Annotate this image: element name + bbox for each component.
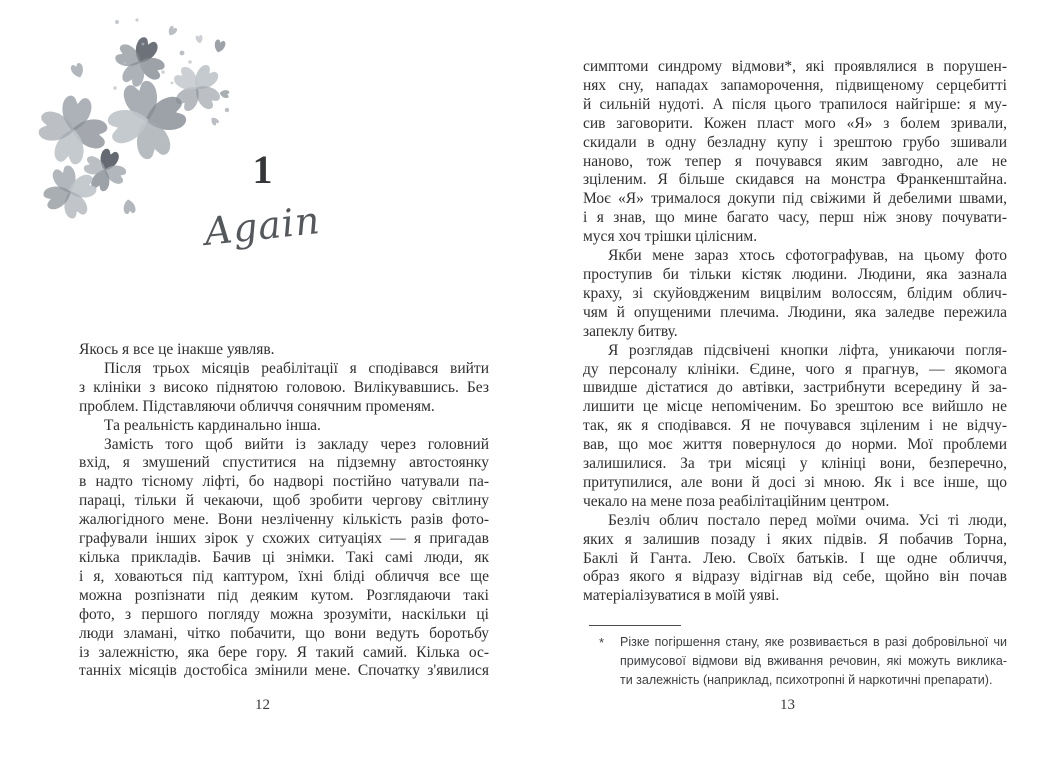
chapter-title: Again xyxy=(202,198,323,254)
page-right xyxy=(525,0,1050,760)
body-line: краху, зі скуйовдженим вицвілим волоссям, блідим облич- xyxy=(583,284,1007,302)
body-line: вхід, я змушений спуститися на підземну автостоянку xyxy=(79,454,489,472)
body-line: люди зламані, чітко побачити, що вони ведуть боротьбу xyxy=(79,624,489,642)
body-line: скидали в одну безладну купу і зрештою грубо зшивали xyxy=(583,133,1007,151)
body-text-right xyxy=(583,58,1007,606)
body-line: муся хоч трішки цілісним. xyxy=(583,228,758,246)
body-line: Після трьох місяців реабілітації я сподівався вийти xyxy=(104,359,489,377)
body-line: чекало на мене поза реабілітаційним центром. xyxy=(583,492,890,510)
body-line: із залежністю, яка бере гору. Я такий самий. Кілька ос- xyxy=(79,643,489,661)
body-line: Замість того щоб вийти із закладу через головний xyxy=(104,435,489,453)
body-line: наново, тож тепер я почувався яким завгодно, але не xyxy=(583,152,1007,170)
body-line: вав, що моє життя повернулося до норми. Мої проблеми xyxy=(583,436,1007,454)
body-line: Моє «Я» трималося докупи під свіжими й дебелими швами, xyxy=(583,190,1007,208)
body-line: Безліч облич постало перед моїми очима. Усі ті люди, xyxy=(608,511,1007,529)
footnote-line: примусової відмови від вживання речовин, які можуть виклика- xyxy=(620,654,1007,668)
body-line: Якби мене зараз хтось сфотографував, на цьому фото xyxy=(608,247,1007,265)
body-line: танніх місяців достобіса змінили мене. Спочатку з'явилися xyxy=(79,662,489,680)
body-line: графували інших зірок у схожих ситуаціях — я пригадав xyxy=(79,530,489,548)
body-line: запеклу битву. xyxy=(583,322,678,340)
body-line: жалюгідного мене. Вони незліченну кількість разів фото- xyxy=(79,511,489,529)
body-line: фото, з першого погляду можна зрозуміти, наскільки ці xyxy=(79,605,489,623)
body-line: яких я залишив позаду і яких підвів. Я побачив Торна, xyxy=(583,530,1007,548)
body-line: лишити це місце непоміченим. Бо зрештою все вийшло не xyxy=(583,398,1007,416)
body-line: Якось я все це інакше уявляв. xyxy=(79,341,275,358)
chapter-number: 1 xyxy=(252,147,273,192)
body-line: проблем. Підставляючи обличчя сонячним променям. xyxy=(79,397,435,415)
body-line: Та реальність кардинально інша. xyxy=(104,416,321,434)
body-line: можна розпізнати під деяким кутом. Розглядаючи такі xyxy=(79,586,489,604)
body-line: Я розглядав підсвічені кнопки ліфта, уникаючи погля- xyxy=(608,341,1007,359)
footnote xyxy=(583,625,1007,690)
body-text-left xyxy=(79,341,489,681)
body-line: залишилися. За три місяці у клініці вони, безперечно, xyxy=(583,455,1007,473)
body-line: і я, ховаються під каптуром, їхні бліді обличчя все ще xyxy=(79,567,489,585)
body-line: і я знав, що мине багато часу, перш ніж знову почувати- xyxy=(583,209,1007,227)
body-line: параці, тільки й чекаючи, щоб зробити чергову світлину xyxy=(79,492,489,510)
footnote-text xyxy=(620,633,1007,690)
body-line: образ якого я відразу відігнав від себе, щойно він почав xyxy=(583,568,1007,586)
footnote-line: ти залежність (наприклад, психотропні й наркотичні препарати). xyxy=(620,673,993,687)
body-line: сив заговорити. Кожен пласт мого «Я» з болем зривали, xyxy=(583,114,1007,132)
body-line: так, як я сподівався. Я не почувався зціленим і не відчу- xyxy=(583,417,1007,435)
footnote-rule xyxy=(589,625,681,626)
footnote-marker: * xyxy=(599,635,605,650)
body-line: чям й опущеними плечима. Людини, яка заледве пережила xyxy=(583,303,1007,321)
body-line: ду персоналу клініки. Єдине, чого я прагнув, — якомога xyxy=(583,360,1007,378)
body-line: кілька прикладів. Бачив ці знімки. Такі самі люди, як xyxy=(79,548,489,566)
page-number-left: 12 xyxy=(255,697,270,713)
floral-decoration xyxy=(30,8,235,230)
page-number-right: 13 xyxy=(780,697,795,713)
body-line: з клініки з високо піднятою головою. Вилікувавшись. Без xyxy=(79,378,489,396)
body-line: матеріалізуватися в моїй уяві. xyxy=(583,587,780,605)
body-line: й сильній нудоті. А після цього трапилося найгірше: я му- xyxy=(583,95,1007,113)
body-line: швидше дістатися до автівки, застрибнути всередину й за- xyxy=(583,379,1007,397)
body-line: нях сну, нападах запаморочення, підвищеному серцебитті xyxy=(583,76,1007,94)
body-line: Баклі й Ганта. Лею. Своїх батьків. І ще одне обличчя, xyxy=(583,549,1007,567)
body-line: проступив би тільки кістяк людини. Людини, яка зазнала xyxy=(583,265,1007,283)
body-line: симптоми синдрому відмови*, які проявлялися в порушен- xyxy=(583,58,1007,75)
body-line: в надто тісному ліфті, бо надворі постійно чатували па- xyxy=(79,473,489,491)
body-line: зціленим. Я більше скидався на монстра Франкенштайна. xyxy=(583,171,1007,189)
footnote-line: Різке погіршення стану, яке розвивається в разі добровільної чи xyxy=(620,635,1007,649)
body-line: притупилися, але вони й досі зі мною. Як і все інше, що xyxy=(583,473,1007,491)
